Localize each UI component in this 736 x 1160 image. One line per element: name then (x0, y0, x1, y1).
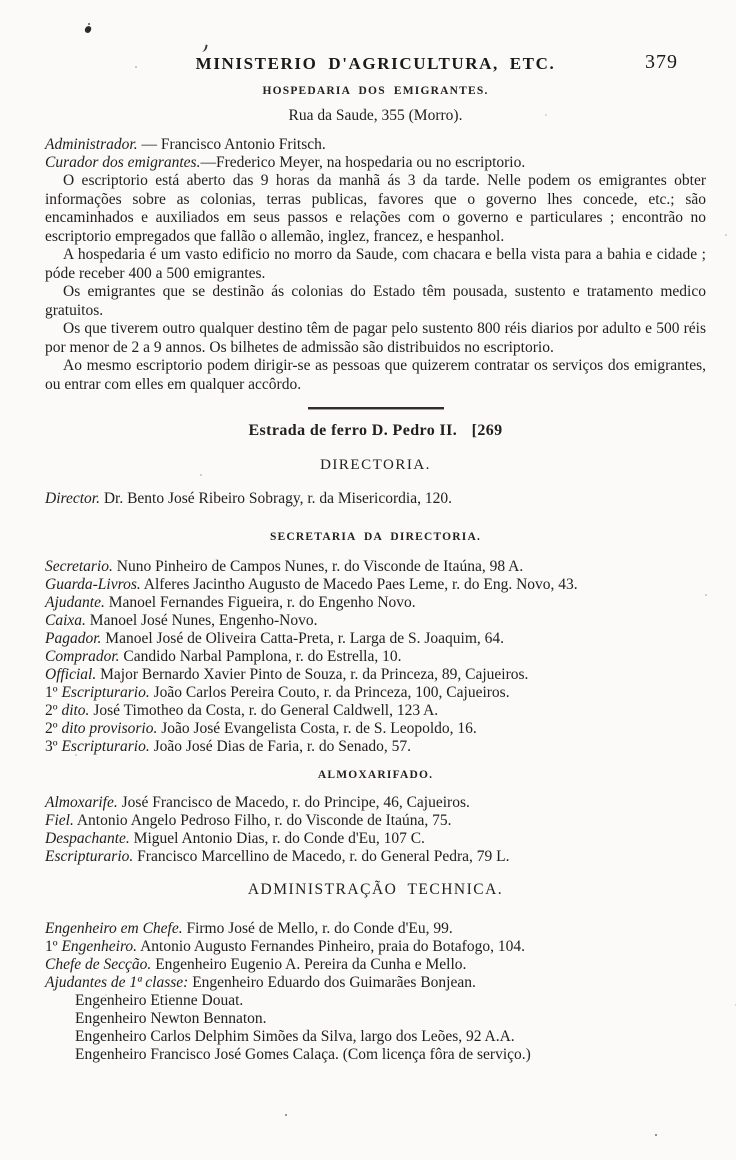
entry-role: dito. (61, 702, 90, 719)
entry-text: Manoel José de Oliveira Catta-Preta, r. Larga de S. Joaquim, 64. (101, 630, 505, 647)
entry-text: José Timotheo da Costa, r. do General Caldwell, 123 A. (89, 702, 439, 719)
entry-number: 1º (45, 684, 62, 701)
entry-role: Almoxarife. (45, 794, 118, 811)
directory-entry (45, 738, 706, 756)
official-role: Curador dos emigrantes. (45, 154, 201, 171)
directory-entry (45, 684, 706, 702)
paragraph: Os que tiverem outro qualquer destino têm de pagar pelo sustento 800 réis diarios por adulto e 500 réis por menor de 2 a 9 annos. Os bilhetes de admissão são distribuidos no escriptorio. (45, 320, 706, 356)
engineer-sub-entry: Engenheiro Etienne Douat. (75, 992, 244, 1009)
entry-role: Caixa. (45, 612, 86, 629)
entry-role: Official. (45, 666, 97, 683)
entry-text: João Carlos Pereira Couto, r. da Princeza, 100, Cajueiros. (149, 684, 510, 701)
entry-role: Director. (45, 490, 100, 507)
engineer-sub-entry: Engenheiro Francisco José Gomes Calaça. (Com licença fôra de serviço.) (75, 1046, 531, 1063)
entry-role: dito provisorio. (61, 720, 158, 737)
administracao-entries (45, 920, 706, 1064)
directory-entry (45, 594, 706, 612)
directory-entry (45, 848, 706, 866)
railway-column-ref: [269 (471, 422, 503, 439)
section-heading-hospedaria: HOSPEDARIA DOS EMIGRANTES. (262, 85, 489, 97)
entry-number: 2º (45, 702, 62, 719)
directory-entry (45, 974, 706, 992)
entry-role: Pagador. (45, 630, 102, 647)
entry-text: João José Dias de Faria, r. do Senado, 57. (149, 738, 412, 755)
entry-role: Secretario. (45, 558, 113, 575)
directory-entry (45, 920, 706, 938)
entry-role: Escripturario. (61, 738, 150, 755)
entry-text: Engenheiro Eugenio A. Pereira da Cunha e Mello. (151, 956, 467, 973)
directory-entry (45, 830, 706, 848)
entry-text: Miguel Antonio Dias, r. do Conde d'Eu, 107 C. (129, 830, 425, 847)
entry-text: Nuno Pinheiro de Campos Nunes, r. do Visconde de Itaúna, 98 A. (112, 558, 524, 575)
directory-entry (45, 648, 706, 666)
entry-text: Francisco Marcellino de Macedo, r. do General Pedra, 79 L. (133, 848, 510, 865)
paragraph: Ao mesmo escriptorio podem dirigir-se as pessoas que quizerem contratar os serviços dos emigrantes, ou entrar com elles em qualquer accôrdo. (45, 357, 706, 393)
directory-entry-director (45, 490, 706, 508)
heading-secretaria: SECRETARIA DA DIRECTORIA. (269, 531, 482, 543)
entry-role: Despachante. (45, 830, 130, 847)
railway-title: Estrada de ferro D. Pedro II. (248, 422, 458, 439)
entry-number: 2º (45, 720, 62, 737)
entry-number: 3º (45, 738, 62, 755)
entry-role: Escripturario. (45, 848, 134, 865)
entry-text: Alferes Jacintho Augusto de Macedo Paes Leme, r. do Eng. Novo, 43. (140, 576, 578, 593)
entry-text: Antonio Augusto Fernandes Pinheiro, praia do Botafogo, 104. (137, 938, 525, 955)
official-name: Francisco Antonio Fritsch. (160, 136, 326, 153)
almoxarifado-entries (45, 794, 706, 866)
page-number: 379 (645, 51, 678, 73)
entry-text: João José Evangelista Costa, r. de S. Leopoldo, 16. (157, 720, 477, 737)
entry-text: Major Bernardo Xavier Pinto de Souza, r. da Princeza, 89, Cajueiros. (96, 666, 529, 683)
entry-text: Candido Narbal Pamplona, r. do Estrella, 10. (119, 648, 402, 665)
officials-block (45, 136, 706, 172)
official-name: Frederico Meyer, na hospedaria ou no escriptorio. (215, 154, 526, 171)
entry-role: Guarda-Livros. (45, 576, 141, 593)
directory-entry (45, 720, 706, 738)
entry-role: Comprador. (45, 648, 120, 665)
ink-blot (84, 25, 92, 34)
directory-entry (45, 812, 706, 830)
directory-entry (45, 666, 706, 684)
entry-role: Fiel. (45, 812, 74, 829)
entry-text: Firmo José de Mello, r. do Conde d'Eu, 99. (182, 920, 453, 937)
entry-text: Manoel José Nunes, Engenho-Novo. (85, 612, 318, 629)
dash: — (137, 136, 161, 153)
engineer-sub-entry: Engenheiro Carlos Delphim Simões da Silva, largo dos Leões, 92 A.A. (75, 1028, 515, 1045)
heading-almoxarifado: ALMOXARIFADO. (317, 769, 434, 781)
entry-text: Antonio Angelo Pedroso Filho, r. do Visconde de Itaúna, 75. (73, 812, 452, 829)
directory-entry (45, 612, 706, 630)
paragraph: O escriptorio está aberto das 9 horas da manhã ás 3 da tarde. Nelle podem os emigrantes obter informações sobre as colonias, terras publicas, favores que o governo lhes concede, etc.; são encaminhados e auxiliados em seus passos e relações com o governo e particulares ; encontrão no escriptorio empregados que fallão o allemão, inglez, francez, e hespanhol. (45, 172, 706, 245)
directory-entry (45, 630, 706, 648)
heading-directoria: DIRECTORIA. (320, 457, 431, 473)
entry-role: Ajudante. (45, 594, 105, 611)
entry-role: Escripturario. (61, 684, 150, 701)
entry-role: Ajudantes de 1ª classe: (45, 974, 189, 991)
directory-entry (45, 558, 706, 576)
entry-text: José Francisco de Macedo, r. do Principe, 46, Cajueiros. (117, 794, 470, 811)
address-line: Rua da Saude, 355 (Morro). (288, 107, 463, 124)
entry-text: Manoel Fernandes Figueira, r. do Engenho Novo. (104, 594, 416, 611)
directory-entry (45, 702, 706, 720)
running-header (45, 51, 706, 74)
railway-title-line (45, 422, 706, 440)
entry-text: Engenheiro Eduardo dos Guimarães Bonjean. (188, 974, 476, 991)
official-line (45, 154, 706, 172)
heading-administracao: ADMINISTRAÇÃO TECHNICA. (247, 881, 504, 898)
official-role: Administrador. (45, 136, 138, 153)
directory-entry (45, 576, 706, 594)
paragraph: A hospedaria é um vasto edificio no morro da Saude, com chacara e bella vista para a bahia e cidade ; póde receber 400 a 500 emigrantes. (45, 246, 706, 282)
entry-number: 1º (45, 938, 62, 955)
ink-blot (199, 43, 208, 52)
entry-role: Engenheiro. (61, 938, 138, 955)
paragraph: Os emigrantes que se destinão ás colonias do Estado têm pousada, sustento e tratamento medico gratuitos. (45, 283, 706, 319)
engineer-sub-entry: Engenheiro Newton Bennaton. (75, 1010, 267, 1027)
directory-entry (45, 938, 706, 956)
official-line (45, 136, 706, 154)
entry-text: Dr. Bento José Ribeiro Sobragy, r. da Misericordia, 120. (99, 490, 452, 507)
entry-role: Chefe de Secção. (45, 956, 152, 973)
directory-entry (45, 956, 706, 974)
dash: — (200, 154, 216, 171)
secretaria-entries (45, 558, 706, 756)
page-title: MINISTERIO D'AGRICULTURA, ETC. (195, 54, 556, 73)
directory-entry (45, 794, 706, 812)
entry-role: Engenheiro em Chefe. (45, 920, 183, 937)
section-divider-rule (308, 407, 444, 409)
